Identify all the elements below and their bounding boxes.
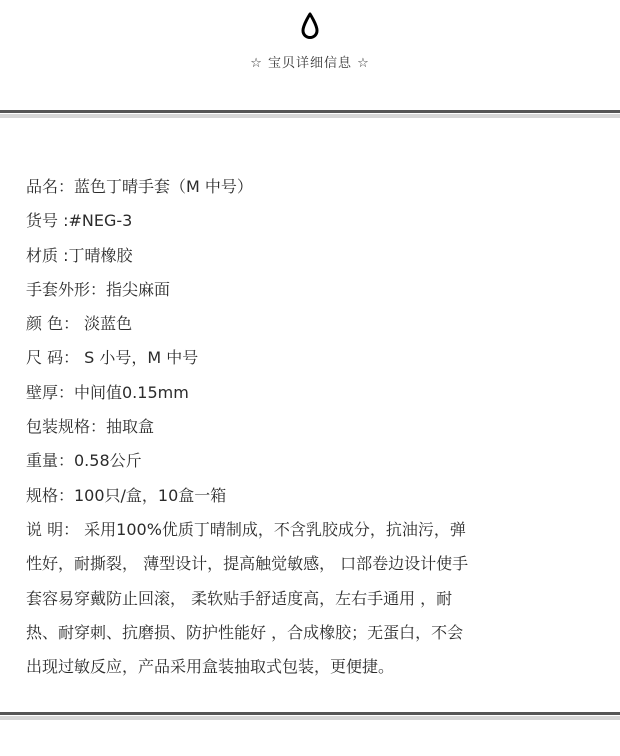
- detail-header: [0, 0, 620, 110]
- water-drop-icon: [300, 12, 320, 40]
- description-line: 说 明： 采用100%优质丁晴制成，不含乳胶成分，抗油污，弹: [26, 519, 466, 539]
- product-spec-list: [26, 170, 596, 684]
- spec-material: 材质 :丁晴橡胶: [26, 245, 133, 265]
- spec-color: 颜 色： 淡蓝色: [26, 314, 133, 334]
- top-divider: [0, 110, 620, 118]
- spec-description: [26, 513, 596, 684]
- spec-packaging: 包装规格：抽取盒: [26, 417, 155, 437]
- spec-thickness: 壁厚：中间值0.15mm: [26, 382, 189, 402]
- spec-weight: 重量：0.58公斤: [26, 451, 142, 471]
- bottom-divider: [0, 712, 620, 720]
- spec-specification: 规格：100只/盒，10盒一箱: [26, 485, 227, 505]
- spec-glove-shape: 手套外形：指尖麻面: [26, 279, 171, 299]
- spec-product-name: 品名：蓝色丁晴手套（M 中号）: [26, 177, 253, 196]
- description-line: 性好，耐撕裂， 薄型设计，提高触觉敏感， 口部卷边设计使手: [26, 554, 469, 574]
- description-line: 热、耐穿刺、抗磨损、防护性能好 ，合成橡胶；无蛋白，不会: [26, 622, 464, 642]
- description-line: 套容易穿戴防止回滚， 柔软贴手舒适度高，左右手通用 ，耐: [26, 588, 453, 608]
- description-line: 出现过敏反应，产品采用盒装抽取式包装，更便捷。: [26, 657, 395, 677]
- spec-size: 尺 码： S 小号，M 中号: [26, 348, 199, 368]
- section-title: ☆ 宝贝详细信息 ☆: [250, 56, 370, 71]
- spec-item-number: 货号 :#NEG-3: [26, 211, 133, 231]
